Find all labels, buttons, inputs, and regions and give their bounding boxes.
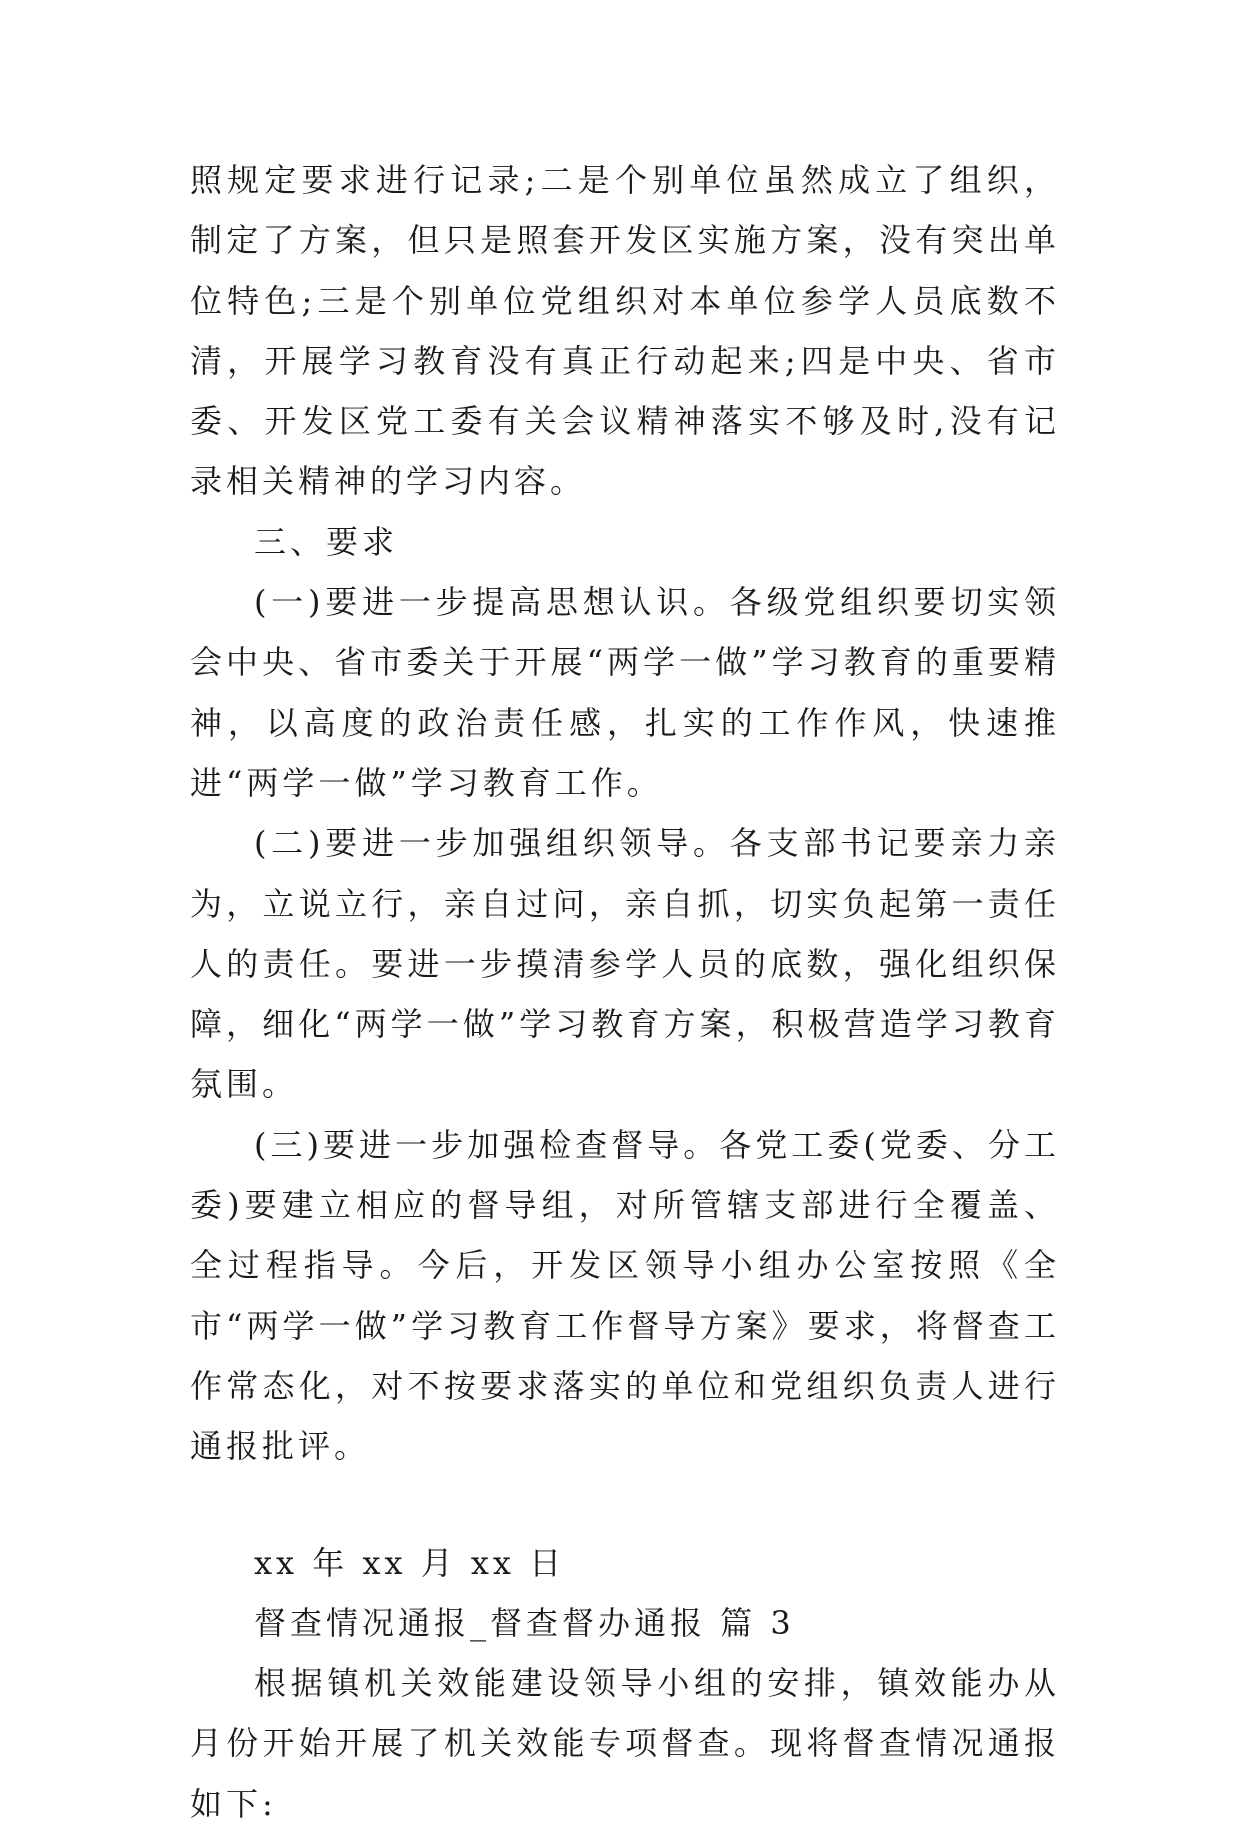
document-date: xx 年 xx 月 xx 日 [254,1543,566,1582]
document-body [190,150,1060,1834]
blank-line [190,1477,1060,1533]
paragraph-problems-continued: 照规定要求进行记录;二是个别单位虽然成立了组织，制定了方案，但只是照套开发区实施方案，没有突出单位特色;三是个别单位党组织对本单位参学人员底数不清，开展学习教育没有真正行动起来;四是中央、省市委、开发区党工委有关会议精神落实不够及时,没有记录相关精神的学习内容。 [190,161,1060,501]
paragraph-requirement-3: (三)要进一步加强检查督导。各党工委(党委、分工委)要建立相应的督导组，对所管辖支部进行全覆盖、全过程指导。今后，开发区领导小组办公室按照《全市“两学一做”学习教育工作督导方案》要求，将督查工作常态化，对不按要求落实的单位和党组织负责人进行通报批评。 [190,1125,1060,1466]
section-title-part-3: 督查情况通报_督查督办通报 篇 3 [254,1603,795,1642]
paragraph-requirement-2: (二)要进一步加强组织领导。各支部书记要亲力亲为，立说立行，亲自过问，亲自抓，切实负起第一责任人的责任。要进一步摸清参学人员的底数，强化组织保障，细化“两学一做”学习教育方案，积极营造学习教育氛围。 [190,824,1060,1104]
section-heading-requirements: 三、要求 [254,522,399,561]
paragraph-requirement-1: (一)要进一步提高思想认识。各级党组织要切实领会中央、省市委关于开展“两学一做”学习教育的重要精神，以高度的政治责任感，扎实的工作作风，快速推进“两学一做”学习教育工作。 [190,583,1060,802]
paragraph-intro-part-3: 根据镇机关效能建设领导小组的安排，镇效能办从月份开始开展了机关效能专项督查。现将督查情况通报如下: [190,1664,1060,1823]
